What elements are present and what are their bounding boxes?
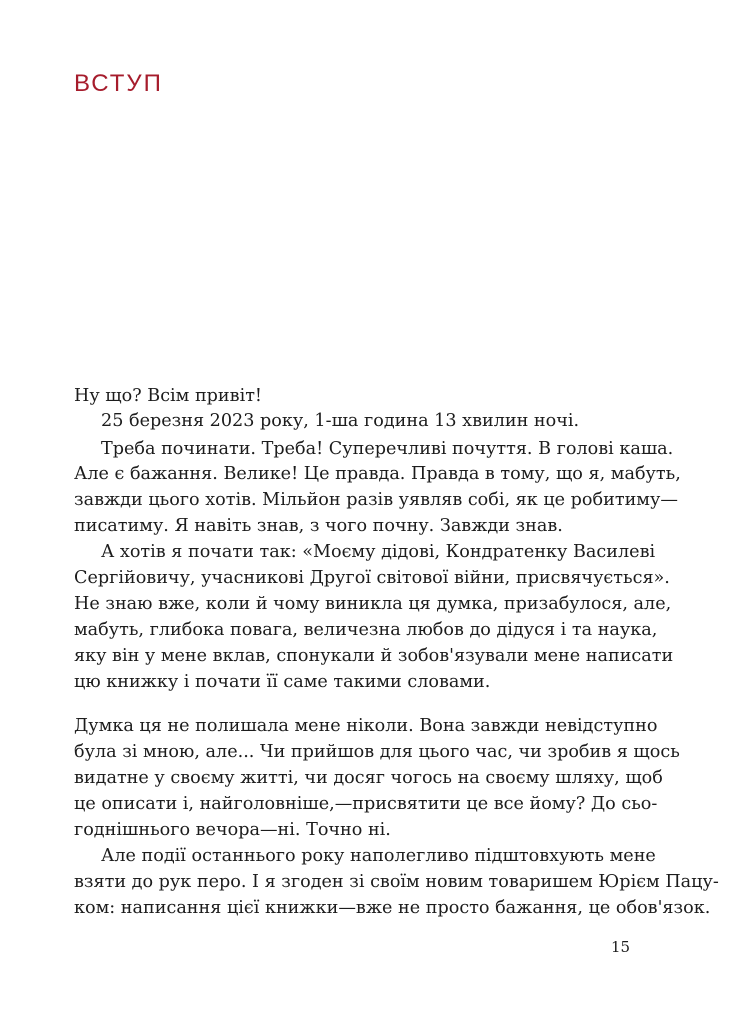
text-line: це описати і, найголовніше,—присвятити це все йому? До сьо- <box>74 794 658 814</box>
text-line: А хотів я почати так: «Моєму дідові, Кондратенку Василеві <box>101 542 656 562</box>
text-line: 25 березня 2023 року, 1-ша година 13 хвилин ночі. <box>101 411 580 431</box>
text-line: Ну що? Всім привіт! <box>74 386 262 406</box>
chapter-title: ВСТУП <box>74 70 163 97</box>
text-line: Не знаю вже, коли й чому виникла ця думка, призабулося, але, <box>74 594 672 614</box>
text-line: цю книжку і почати її саме такими словами. <box>74 672 491 692</box>
text-line: годнішнього вечора—ні. Точно ні. <box>74 820 391 840</box>
text-line: ком: написання цієї книжки—вже не просто бажання, це обов'язок. <box>74 898 711 918</box>
text-line: видатне у своєму житті, чи досяг чогось на своєму шляху, щоб <box>74 768 663 788</box>
text-line: писатиму. Я навіть знав, з чого почну. Завжди знав. <box>74 516 563 536</box>
text-line: Але є бажання. Велике! Це правда. Правда в тому, що я, мабуть, <box>74 464 681 484</box>
text-line: Сергійовичу, учасникові Другої світової війни, присвячується». <box>74 568 670 588</box>
text-line: Думка ця не полишала мене ніколи. Вона завжди невідступно <box>74 716 658 736</box>
page-number: 15 <box>611 938 631 956</box>
text-line: Але події останнього року наполегливо підштовхують мене <box>101 846 656 866</box>
text-line: була зі мною, але... Чи прийшов для цього час, чи зробив я щось <box>74 742 680 762</box>
text-line: яку він у мене вклав, спонукали й зобов'язували мене написати <box>74 646 674 666</box>
text-line: Треба починати. Треба! Суперечливі почуття. В голові каша. <box>101 439 674 459</box>
text-line: взяти до рук перо. І я згоден зі своїм новим товаришем Юрієм Пацу- <box>74 872 719 892</box>
text-line: завжди цього хотів. Мільйон разів уявляв собі, як це робитиму— <box>74 490 678 510</box>
text-line: мабуть, глибока повага, величезна любов до дідуся і та наука, <box>74 620 658 640</box>
